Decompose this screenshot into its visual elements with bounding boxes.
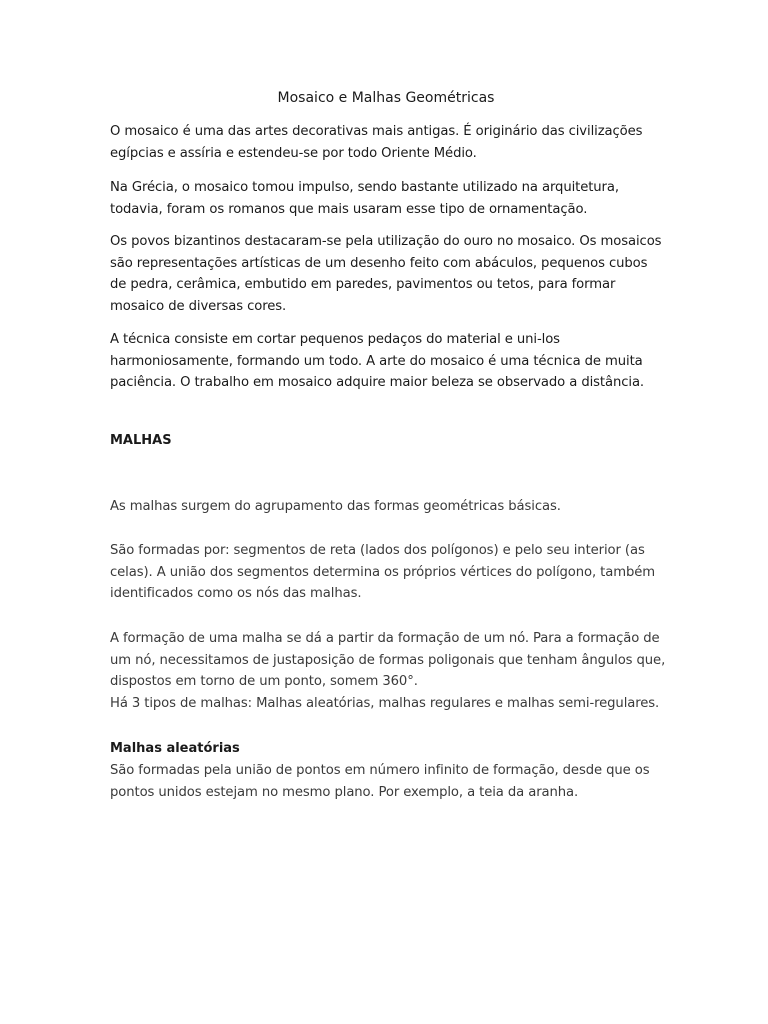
text-line: celas). A união dos segmentos determina os próprios vértices do polígono, também bbox=[110, 564, 655, 580]
text-line: A formação de uma malha se dá a partir da formação de um nó. Para a formação de bbox=[110, 631, 660, 646]
heading-malhas-aleatorias: Malhas aleatórias bbox=[110, 741, 240, 756]
text-line: Os povos bizantinos destacaram-se pela utilização do ouro no mosaico. Os mosaicos bbox=[110, 234, 662, 249]
text-line: de pedra, cerâmica, embutido em paredes, pavimentos ou tetos, para formar bbox=[110, 277, 616, 292]
text-line: identificados como os nós das malhas. bbox=[110, 586, 362, 601]
text-line: Há 3 tipos de malhas: Malhas aleatórias, malhas regulares e malhas semi-regulares. bbox=[110, 695, 660, 711]
text-line: todavia, foram os romanos que mais usaram esse tipo de ornamentação. bbox=[110, 201, 588, 217]
text-line: mosaico de diversas cores. bbox=[110, 298, 287, 314]
paragraph-malhas-surgem bbox=[110, 496, 662, 518]
paragraph-aleatorias bbox=[110, 760, 662, 803]
text-line: dispostos em torno de um ponto, somem 360°. bbox=[110, 674, 418, 689]
paragraph-bizantinos bbox=[110, 231, 662, 317]
text-line: pontos unidos estejam no mesmo plano. Por exemplo, a teia da aranha. bbox=[110, 784, 579, 800]
paragraph-formadas-por bbox=[110, 540, 662, 605]
paragraph-intro bbox=[110, 121, 662, 164]
document-title: Mosaico e Malhas Geométricas bbox=[277, 90, 495, 106]
text-line: São formadas por: segmentos de reta (lados dos polígonos) e pelo seu interior (as bbox=[110, 543, 645, 558]
heading-malhas: MALHAS bbox=[110, 433, 172, 448]
paragraph-grecia bbox=[110, 177, 662, 220]
text-line: Na Grécia, o mosaico tomou impulso, sendo bastante utilizado na arquitetura, bbox=[110, 180, 619, 195]
text-line: egípcias e assíria e estendeu-se por todo Oriente Médio. bbox=[110, 145, 477, 161]
text-line: As malhas surgem do agrupamento das formas geométricas básicas. bbox=[110, 499, 561, 514]
text-line: A técnica consiste em cortar pequenos pedaços do material e uni-los bbox=[110, 332, 560, 347]
text-line: um nó, necessitamos de justaposição de formas poligonais que tenham ângulos que, bbox=[110, 652, 666, 668]
paragraph-formacao-no bbox=[110, 628, 666, 714]
text-line: são representações artísticas de um desenho feito com abáculos, pequenos cubos bbox=[110, 255, 648, 271]
paragraph-tecnica bbox=[110, 329, 662, 394]
text-line: São formadas pela união de pontos em número infinito de formação, desde que os bbox=[110, 763, 650, 778]
text-line: paciência. O trabalho em mosaico adquire maior beleza se observado a distância. bbox=[110, 375, 645, 390]
text-line: O mosaico é uma das artes decorativas mais antigas. É originário das civilizações bbox=[110, 124, 643, 139]
text-line: harmoniosamente, formando um todo. A arte do mosaico é uma técnica de muita bbox=[110, 353, 643, 369]
